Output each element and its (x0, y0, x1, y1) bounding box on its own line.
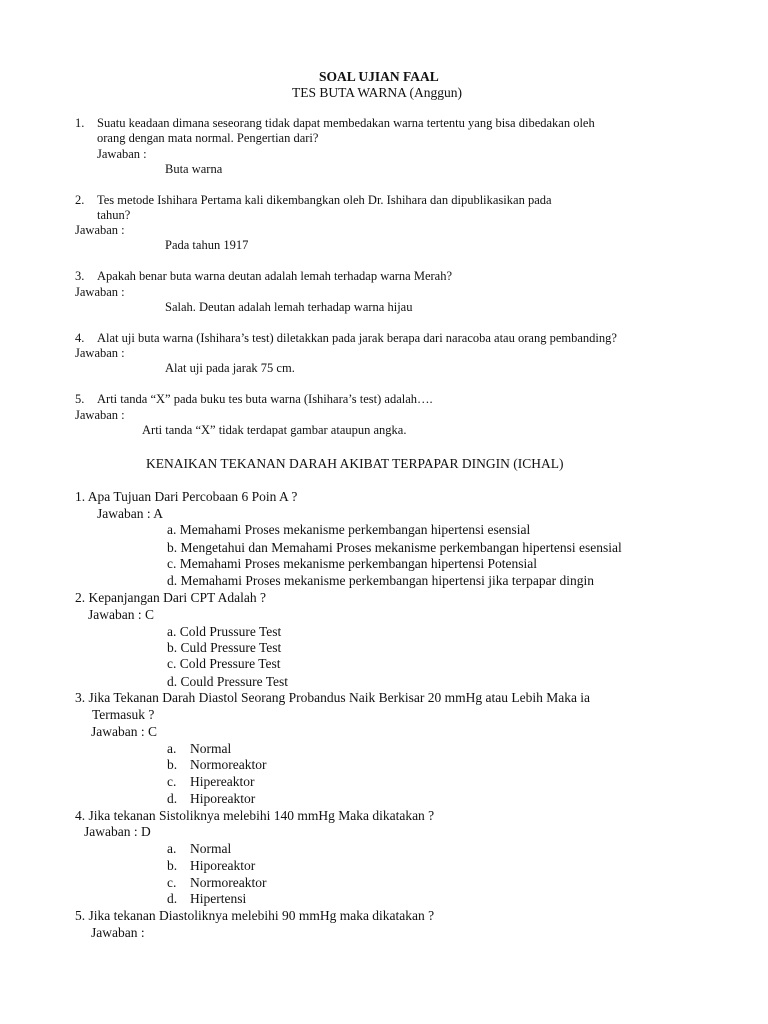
question-text: Suatu keadaan dimana seseorang tidak dapat membedakan warna tertentu yang bisa dibedakan oleh (97, 116, 595, 130)
option-item: b. Mengetahui dan Memahami Proses mekanisme perkembangan hipertensi esensial (167, 540, 622, 555)
section-heading: KENAIKAN TEKANAN DARAH AKIBAT TERPAPAR DINGIN (ICHAL) (146, 456, 564, 471)
answer-label: Jawaban : C (88, 607, 154, 622)
option-letter: b. (167, 757, 178, 772)
option-letter: b. (167, 858, 178, 873)
question-text: Apakah benar buta warna deutan adalah lemah terhadap warna Merah? (97, 269, 453, 283)
question-text: Arti tanda “X” pada buku tes buta warna (Ishihara’s test) adalah…. (97, 392, 433, 406)
option-item: Hiporeaktor (190, 858, 256, 873)
answer-label: Jawaban : C (91, 724, 157, 739)
option-item: c. Cold Pressure Test (167, 656, 281, 671)
answer-text: Buta warna (165, 162, 223, 176)
option-item: b. Culd Pressure Test (167, 640, 282, 655)
option-item: Normal (190, 741, 232, 756)
document-subtitle: TES BUTA WARNA (Anggun) (292, 85, 463, 100)
answer-text: Alat uji pada jarak 75 cm. (165, 361, 295, 375)
option-item: Hiporeaktor (190, 791, 256, 806)
answer-label: Jawaban : (75, 408, 125, 422)
option-item: Hipereaktor (190, 774, 255, 789)
option-item: Normal (190, 841, 232, 856)
option-item: d. Could Pressure Test (167, 674, 289, 689)
answer-label: Jawaban : (75, 285, 125, 299)
question-text: 5. Jika tekanan Diastoliknya melebihi 90 mmHg maka dikatakan ? (75, 908, 435, 923)
option-item: c. Memahami Proses mekanisme perkembangan hipertensi Potensial (167, 556, 538, 571)
question-number: 1. (75, 116, 85, 130)
question-text: Tes metode Ishihara Pertama kali dikembangkan oleh Dr. Ishihara dan dipublikasikan pada (97, 193, 552, 207)
question-text: 4. Jika tekanan Sistoliknya melebihi 140 mmHg Maka dikatakan ? (75, 808, 435, 823)
answer-label: Jawaban : (91, 925, 145, 940)
option-letter: d. (167, 791, 178, 806)
answer-label: Jawaban : D (84, 824, 151, 839)
option-letter: d. (167, 891, 178, 906)
answer-label: Jawaban : (75, 346, 125, 360)
question-text: Alat uji buta warna (Ishihara’s test) diletakkan pada jarak berapa dari naracoba atau orang pembanding? (97, 331, 617, 345)
question-text: 2. Kepanjangan Dari CPT Adalah ? (75, 590, 266, 605)
option-letter: a. (167, 841, 177, 856)
question-number: 4. (75, 331, 85, 345)
option-letter: c. (167, 875, 177, 890)
option-letter: c. (167, 774, 177, 789)
question-text: orang dengan mata normal. Pengertian dari? (97, 131, 319, 145)
answer-label: Jawaban : (75, 223, 125, 237)
option-item: d. Memahami Proses mekanisme perkembangan hipertensi jika terpapar dingin (167, 573, 595, 588)
option-item: a. Cold Prussure Test (167, 624, 282, 639)
document-title: SOAL UJIAN FAAL (319, 69, 439, 84)
answer-text: Pada tahun 1917 (165, 238, 249, 252)
question-text: 1. Apa Tujuan Dari Percobaan 6 Poin A ? (75, 489, 298, 504)
answer-label: Jawaban : A (97, 506, 163, 521)
question-text: tahun? (97, 208, 131, 222)
answer-text: Salah. Deutan adalah lemah terhadap warna hijau (165, 300, 413, 314)
option-item: Normoreaktor (190, 875, 267, 890)
question-number: 3. (75, 269, 85, 283)
question-text: 3. Jika Tekanan Darah Diastol Seorang Probandus Naik Berkisar 20 mmHg atau Lebih Maka ia (75, 690, 591, 705)
question-number: 5. (75, 392, 85, 406)
option-letter: a. (167, 741, 177, 756)
option-item: Normoreaktor (190, 757, 267, 772)
answer-text: Arti tanda “X” tidak terdapat gambar ataupun angka. (142, 423, 407, 437)
question-text: Termasuk ? (92, 707, 155, 722)
answer-label: Jawaban : (97, 147, 147, 161)
option-item: a. Memahami Proses mekanisme perkembangan hipertensi esensial (167, 522, 531, 537)
question-number: 2. (75, 193, 85, 207)
option-item: Hipertensi (190, 891, 247, 906)
